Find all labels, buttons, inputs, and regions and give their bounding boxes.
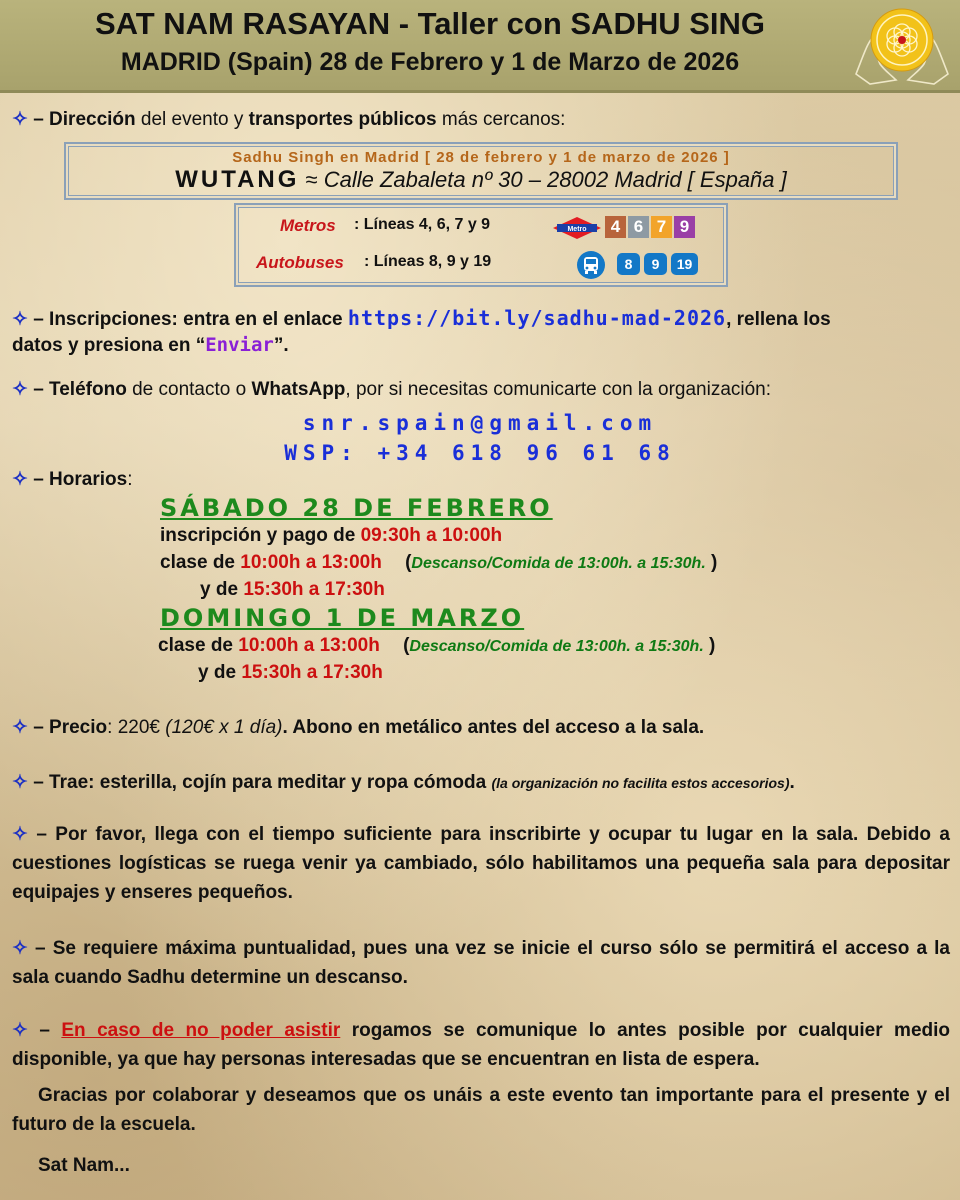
day1-inscripcion: inscripción y pago de 09:30h a 10:00h xyxy=(160,525,503,546)
horarios-line: ✧ – Horarios: xyxy=(12,469,133,490)
bullet-icon: ✧ xyxy=(12,469,28,490)
day2-heading: DOMINGO 1 DE MARZO xyxy=(160,604,525,632)
gracias-paragraph: Gracias por colaborar y deseamos que os unáis a este evento tan importante para el presente y el futuro de la escuela. xyxy=(12,1085,950,1135)
metro-line-badge: 4 xyxy=(605,216,626,238)
puntualidad-paragraph: ✧ – Se requiere máxima puntualidad, pues una vez se inicie el curso sólo se permitirá el acceso a la sala cuando Sadhu determine un descanso. xyxy=(12,938,950,988)
bullet-icon: ✧ xyxy=(12,1020,28,1041)
metro-label: Metros xyxy=(280,216,336,235)
bus-line-badge: 19 xyxy=(671,253,698,275)
contact-email[interactable]: snr.spain@gmail.com xyxy=(302,411,658,435)
bus-lines: : Líneas 8, 9 y 19 xyxy=(364,253,492,270)
day2-tarde: y de 15:30h a 17:30h xyxy=(198,662,383,683)
bullet-icon: ✧ xyxy=(12,109,28,130)
bullet-icon: ✧ xyxy=(12,379,28,400)
metro-logo-text: Metro xyxy=(567,226,587,233)
bullet-icon: ✧ xyxy=(12,938,28,959)
bullet-icon: ✧ xyxy=(12,824,28,845)
day2-clase: clase de 10:00h a 13:00h (Descanso/Comida de 13:00h. a 15:30h. ) xyxy=(158,635,716,656)
sat-nam-rasayan-logo-icon xyxy=(850,4,954,86)
metro-line-badge: 9 xyxy=(674,216,695,238)
bus-label: Autobuses xyxy=(256,253,344,272)
metro-lines: : Líneas 4, 6, 7 y 9 xyxy=(354,216,491,233)
metro-madrid-icon xyxy=(552,216,602,240)
metro-line-badge: 6 xyxy=(628,216,649,238)
bullet-icon: ✧ xyxy=(12,717,28,738)
venue-name: WUTANG xyxy=(175,166,300,193)
contact-whatsapp[interactable]: WSP: +34 618 96 61 68 xyxy=(284,441,676,465)
day1-clase: clase de 10:00h a 13:00h (Descanso/Comida de 13:00h. a 15:30h. ) xyxy=(160,552,718,573)
bullet-icon: ✧ xyxy=(12,772,28,793)
inscripciones-line-2: datos y presiona en “Enviar”. xyxy=(12,334,289,356)
address-event-line: Sadhu Singh en Madrid [ 28 de febrero y 1 de marzo de 2026 ] xyxy=(232,149,730,166)
day1-heading: SÁBADO 28 DE FEBRERO xyxy=(160,494,553,522)
address-box xyxy=(64,142,898,200)
bus-icon xyxy=(576,250,606,280)
enviar-label: Enviar xyxy=(205,334,274,356)
page-subtitle: MADRID (Spain) 28 de Febrero y 1 de Marzo de 2026 xyxy=(120,48,740,76)
address-venue-line: WUTANG ≈ Calle Zabaleta nº 30 – 28002 Madrid [ España ] xyxy=(175,166,787,193)
registration-link[interactable]: https://bit.ly/sadhu-mad-2026 xyxy=(347,306,727,330)
day1-tarde: y de 15:30h a 17:30h xyxy=(200,579,385,600)
trae-line: ✧ – Trae: esterilla, cojín para meditar y ropa cómoda (la organización no facilita estos accesorios). xyxy=(12,772,795,793)
bus-line-badge: 8 xyxy=(617,253,640,275)
page-title: SAT NAM RASAYAN - Taller con SADHU SING xyxy=(94,6,766,41)
venue-street: Calle Zabaleta nº 30 – 28002 Madrid [ España ] xyxy=(323,167,787,192)
direccion-line: ✧ – Dirección del evento y transportes públicos más cercanos: xyxy=(12,109,566,130)
telefono-line: ✧ – Teléfono de contacto o WhatsApp, por si necesitas comunicarte con la organización: xyxy=(12,379,772,400)
precio-line: ✧ – Precio: 220€ (120€ x 1 día). Abono en metálico antes del acceso a la sala. xyxy=(12,717,705,738)
bus-line-badge: 9 xyxy=(644,253,667,275)
por-favor-paragraph: ✧ – Por favor, llega con el tiempo suficiente para inscribirte y ocupar tu lugar en la sala. Debido a cuestiones logísticas se ruega venir ya cambiado, sólo habilitamos una pequeña sala para depositar equipajes y enseres pequeños. xyxy=(12,824,950,903)
bullet-icon: ✧ xyxy=(12,309,28,330)
inscripciones-line: ✧ – Inscripciones: entra en el enlace https://bit.ly/sadhu-mad-2026, rellena los xyxy=(12,306,831,330)
transit-box xyxy=(234,203,728,287)
metro-line-badge: 7 xyxy=(651,216,672,238)
header-banner xyxy=(0,0,960,93)
no-asistir-paragraph: ✧ – En caso de no poder asistir rogamos se comunique lo antes posible por cualquier medio disponible, ya que hay personas interesadas que se encuentran en lista de espera. xyxy=(12,1020,951,1070)
sign-off: Sat Nam... xyxy=(38,1155,130,1176)
